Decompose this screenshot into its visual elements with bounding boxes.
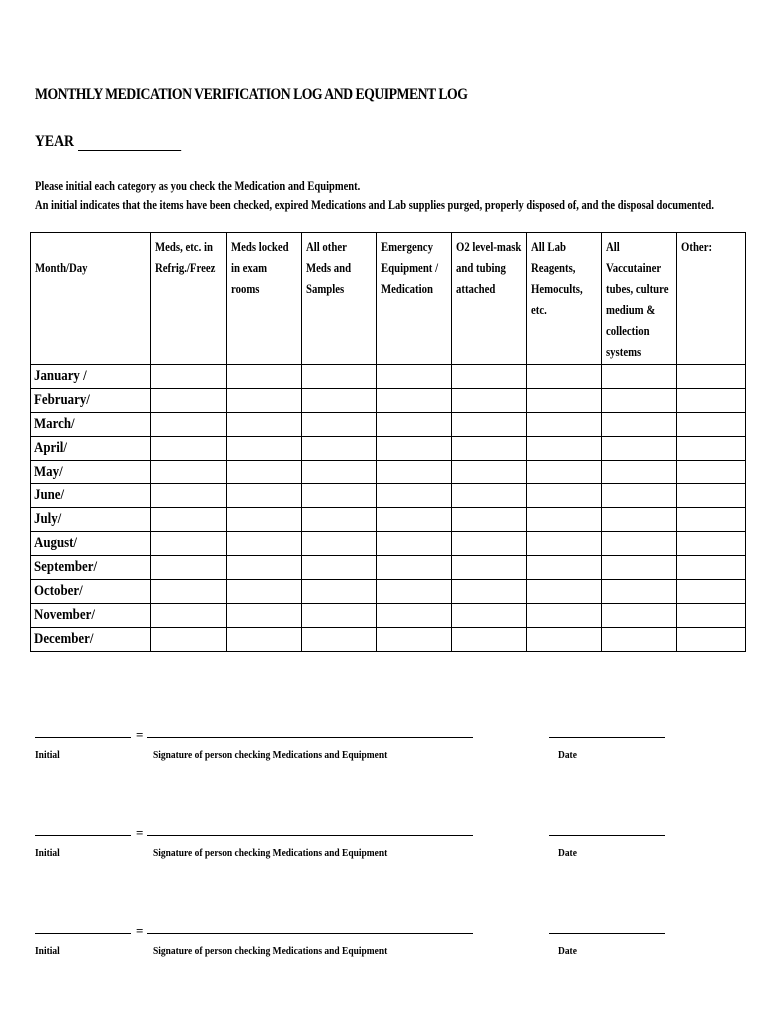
signature-block-3: [0, 923, 770, 983]
col-header-emergency: Emergency Equipment / Medication: [377, 233, 452, 365]
initial-cell[interactable]: [677, 412, 746, 436]
initial-cell[interactable]: [602, 484, 677, 508]
initial-cell[interactable]: [151, 580, 227, 604]
equals-sign: =: [136, 727, 144, 742]
initial-cell[interactable]: [527, 460, 602, 484]
signature-caption: Signature of person checking Medications and Equipment: [153, 749, 388, 761]
initial-cell[interactable]: [151, 532, 227, 556]
initial-cell[interactable]: [527, 388, 602, 412]
initial-cell[interactable]: [377, 436, 452, 460]
signature-block-2: [0, 825, 770, 885]
month-label: April/: [31, 436, 151, 460]
month-label: July/: [31, 508, 151, 532]
initial-cell[interactable]: [377, 484, 452, 508]
initial-cell[interactable]: [227, 484, 302, 508]
initial-cell[interactable]: [377, 365, 452, 389]
date-caption: Date: [558, 945, 577, 957]
date-line[interactable]: [549, 737, 665, 738]
initial-cell[interactable]: [677, 484, 746, 508]
col-header-lab-reagents: All Lab Reagents, Hemocults, etc.: [527, 233, 602, 365]
initial-cell[interactable]: [677, 460, 746, 484]
initial-cell[interactable]: [527, 484, 602, 508]
initial-cell[interactable]: [302, 388, 377, 412]
signature-line[interactable]: [147, 933, 473, 934]
month-label: November/: [31, 603, 151, 627]
col-header-vaccutainer: All Vaccutainer tubes, culture medium & collection systems: [602, 233, 677, 365]
initial-cell[interactable]: [302, 603, 377, 627]
initial-cell[interactable]: [602, 460, 677, 484]
initial-cell[interactable]: [527, 436, 602, 460]
initial-cell[interactable]: [677, 365, 746, 389]
initial-cell[interactable]: [377, 508, 452, 532]
initial-cell[interactable]: [377, 580, 452, 604]
initial-cell[interactable]: [602, 508, 677, 532]
year-label: YEAR: [35, 133, 74, 150]
col-header-refrig: Meds, etc. in Refrig./Freez: [151, 233, 227, 365]
initial-line[interactable]: [35, 835, 131, 836]
log-body: [31, 365, 746, 652]
month-label: January /: [31, 365, 151, 389]
initial-cell[interactable]: [602, 532, 677, 556]
initial-cell[interactable]: [602, 388, 677, 412]
initial-cell[interactable]: [302, 365, 377, 389]
initial-cell[interactable]: [302, 556, 377, 580]
initial-cell[interactable]: [377, 412, 452, 436]
initial-cell[interactable]: [452, 580, 527, 604]
instruction-line-1: Please initial each category as you check the Medication and Equipment.: [35, 179, 361, 193]
signature-caption: Signature of person checking Medications and Equipment: [153, 945, 388, 957]
table-row: [31, 460, 746, 484]
month-label: August/: [31, 532, 151, 556]
initial-cell[interactable]: [527, 532, 602, 556]
table-row: [31, 580, 746, 604]
initial-cell[interactable]: [377, 532, 452, 556]
table-row: [31, 627, 746, 651]
initial-cell[interactable]: [227, 603, 302, 627]
initial-cell[interactable]: [151, 484, 227, 508]
initial-cell[interactable]: [302, 508, 377, 532]
initial-cell[interactable]: [227, 412, 302, 436]
initial-cell[interactable]: [151, 556, 227, 580]
initial-cell[interactable]: [151, 603, 227, 627]
initial-cell[interactable]: [452, 603, 527, 627]
initial-cell[interactable]: [677, 627, 746, 651]
initial-cell[interactable]: [227, 556, 302, 580]
initial-cell[interactable]: [302, 460, 377, 484]
date-line[interactable]: [549, 835, 665, 836]
initial-cell[interactable]: [452, 460, 527, 484]
initial-cell[interactable]: [452, 556, 527, 580]
initial-cell[interactable]: [527, 508, 602, 532]
initial-cell[interactable]: [677, 508, 746, 532]
initial-cell[interactable]: [527, 603, 602, 627]
signature-caption: Signature of person checking Medications and Equipment: [153, 847, 388, 859]
col-header-month-day: Month/Day: [31, 233, 151, 365]
table-row: [31, 484, 746, 508]
initial-cell[interactable]: [302, 532, 377, 556]
date-caption: Date: [558, 847, 577, 859]
equals-sign: =: [136, 923, 144, 938]
initial-cell[interactable]: [602, 365, 677, 389]
initial-cell[interactable]: [602, 436, 677, 460]
initial-cell[interactable]: [227, 460, 302, 484]
month-label: May/: [31, 460, 151, 484]
table-row: [31, 436, 746, 460]
signature-line[interactable]: [147, 737, 473, 738]
initial-cell[interactable]: [677, 532, 746, 556]
initial-cell[interactable]: [452, 412, 527, 436]
initial-cell[interactable]: [151, 388, 227, 412]
header-row: [31, 233, 746, 365]
initial-cell[interactable]: [151, 412, 227, 436]
initial-cell[interactable]: [452, 627, 527, 651]
date-caption: Date: [558, 749, 577, 761]
table-row: [31, 532, 746, 556]
initial-cell[interactable]: [452, 388, 527, 412]
table-row: [31, 388, 746, 412]
initial-cell[interactable]: [377, 556, 452, 580]
initial-cell[interactable]: [377, 460, 452, 484]
initial-cell[interactable]: [377, 388, 452, 412]
table-row: [31, 556, 746, 580]
initial-cell[interactable]: [527, 627, 602, 651]
initial-cell[interactable]: [302, 580, 377, 604]
initial-cell[interactable]: [151, 365, 227, 389]
initial-cell[interactable]: [602, 580, 677, 604]
table-row: [31, 508, 746, 532]
month-label: October/: [31, 580, 151, 604]
initial-cell[interactable]: [452, 508, 527, 532]
initial-cell[interactable]: [227, 388, 302, 412]
initial-cell[interactable]: [227, 532, 302, 556]
col-header-other-meds: All other Meds and Samples: [302, 233, 377, 365]
initial-cell[interactable]: [227, 365, 302, 389]
initial-cell[interactable]: [677, 436, 746, 460]
medication-log-table: [30, 232, 746, 652]
signature-block-1: [0, 727, 770, 787]
initial-cell[interactable]: [302, 627, 377, 651]
month-label: December/: [31, 627, 151, 651]
initial-line[interactable]: [35, 737, 131, 738]
month-label: June/: [31, 484, 151, 508]
month-label: March/: [31, 412, 151, 436]
initial-cell[interactable]: [452, 484, 527, 508]
initial-caption: Initial: [35, 945, 60, 957]
table-row: [31, 412, 746, 436]
initial-cell[interactable]: [677, 603, 746, 627]
year-blank-line[interactable]: [78, 136, 181, 151]
initial-cell[interactable]: [452, 532, 527, 556]
initial-cell[interactable]: [677, 388, 746, 412]
initial-cell[interactable]: [527, 580, 602, 604]
initial-cell[interactable]: [677, 580, 746, 604]
month-label: September/: [31, 556, 151, 580]
signature-line[interactable]: [147, 835, 473, 836]
initial-cell[interactable]: [151, 436, 227, 460]
col-header-meds-locked: Meds locked in exam rooms: [227, 233, 302, 365]
initial-cell[interactable]: [227, 627, 302, 651]
col-header-other: Other:: [677, 233, 746, 365]
initial-cell[interactable]: [527, 412, 602, 436]
initial-cell[interactable]: [227, 436, 302, 460]
initial-cell[interactable]: [602, 412, 677, 436]
initial-cell[interactable]: [302, 484, 377, 508]
initial-cell[interactable]: [452, 365, 527, 389]
initial-cell[interactable]: [677, 556, 746, 580]
date-line[interactable]: [549, 933, 665, 934]
initial-cell[interactable]: [527, 365, 602, 389]
initial-cell[interactable]: [602, 627, 677, 651]
initial-cell[interactable]: [452, 436, 527, 460]
initial-cell[interactable]: [377, 627, 452, 651]
instruction-line-2: An initial indicates that the items have been checked, expired Medications and Lab supplies purged, properly disposed of, and the disposal documented.: [35, 198, 714, 212]
initial-cell[interactable]: [227, 508, 302, 532]
month-label: February/: [31, 388, 151, 412]
initial-cell[interactable]: [227, 580, 302, 604]
col-header-o2: O2 level-mask and tubing attached: [452, 233, 527, 365]
initial-cell[interactable]: [602, 603, 677, 627]
initial-cell[interactable]: [151, 508, 227, 532]
initial-cell[interactable]: [527, 556, 602, 580]
initial-cell[interactable]: [302, 436, 377, 460]
initial-caption: Initial: [35, 847, 60, 859]
year-field: [35, 133, 181, 151]
initial-caption: Initial: [35, 749, 60, 761]
initial-cell[interactable]: [377, 603, 452, 627]
initial-line[interactable]: [35, 933, 131, 934]
initial-cell[interactable]: [302, 412, 377, 436]
initial-cell[interactable]: [151, 627, 227, 651]
equals-sign: =: [136, 825, 144, 840]
initial-cell[interactable]: [151, 460, 227, 484]
table-row: [31, 365, 746, 389]
table-row: [31, 603, 746, 627]
initial-cell[interactable]: [602, 556, 677, 580]
page-title: MONTHLY MEDICATION VERIFICATION LOG AND EQUIPMENT LOG: [35, 86, 468, 103]
